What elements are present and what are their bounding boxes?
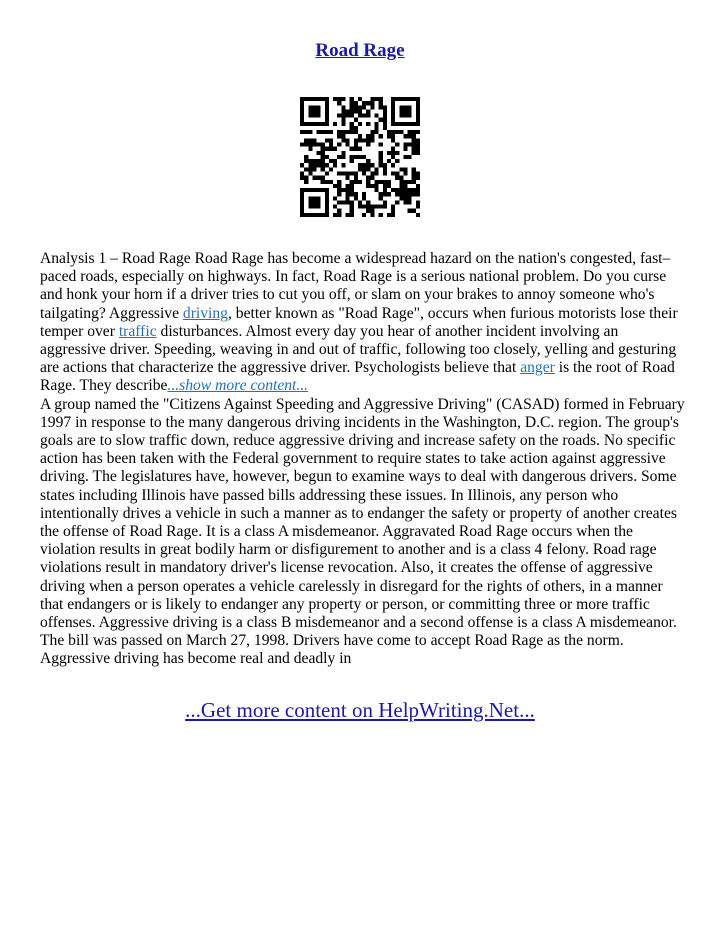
footer xyxy=(0,698,720,723)
qr-code-icon xyxy=(300,97,420,217)
link-anger[interactable]: anger xyxy=(520,359,555,377)
page-title xyxy=(0,40,720,62)
document-body xyxy=(40,250,685,669)
link-traffic[interactable]: traffic xyxy=(118,322,157,340)
show-more-link[interactable]: ...show more content... xyxy=(167,377,309,395)
link-driving[interactable]: driving xyxy=(182,304,228,322)
paragraph-2: A group named the "Citizens Against Speeding and Aggressive Driving" (CASAD) formed in February 1997 in response to the many dangerous driving incidents in the Washington, D.C. region. The group's goals are to slow traffic down, reduce aggressive driving and increase safety on the roads. No specific action has been taken with the Federal government to require states to take action against aggressive driving. The legislatures have, however, begun to examine ways to deal with dangerous drivers. Some states including Illinois have passed bills addressing these issues. In Illinois, any person who intentionally drives a vehicle in such a manner as to endanger the safety or property of another creates the offense of Road Rage. It is a class A misdemeanor. Aggravated Road Rage occurs when the violation results in great bodily harm or disfigurement to another and is a class 4 felony. Road rage violations result in mandatory driver's license revocation. Also, it creates the offense of aggressive driving when a person operates a vehicle carelessly in disregard for the rights of others, in a manner that endangers or is likely to endanger any property or person, or committing three or more traffic offenses. Aggressive driving is a class B misdemeanor and a second offense is a class A misdemeanor. The bill was passed on March 27, 1998. Drivers have come to accept Road Rage as the norm. Aggressive driving has become real and deadly in xyxy=(40,395,685,668)
title-link[interactable]: Road Rage xyxy=(315,40,405,61)
get-more-content-link[interactable]: ...Get more content on HelpWriting.Net... xyxy=(185,698,535,722)
paragraph-1: Analysis 1 – Road Rage Road Rage has become a widespread hazard on the nation's congested, fast–paced roads, especially on highways. In fact, Road Rage is a serious national problem. Do you curse and honk your horn if a driver tries to cut you off, or slam on your brakes to annoy someone who's tailgating? Aggressive driving, better known as "Road Rage", occurs when furious motorists lose their temper over traffic disturbances. Almost every day you hear of another incident involving an aggressive driver. Speeding, weaving in and out of traffic, following too closely, yelling and gesturing are actions that characterize the aggressive driver. Psychologists believe that anger is the root of Road Rage. They describe...show more content... xyxy=(40,250,678,395)
